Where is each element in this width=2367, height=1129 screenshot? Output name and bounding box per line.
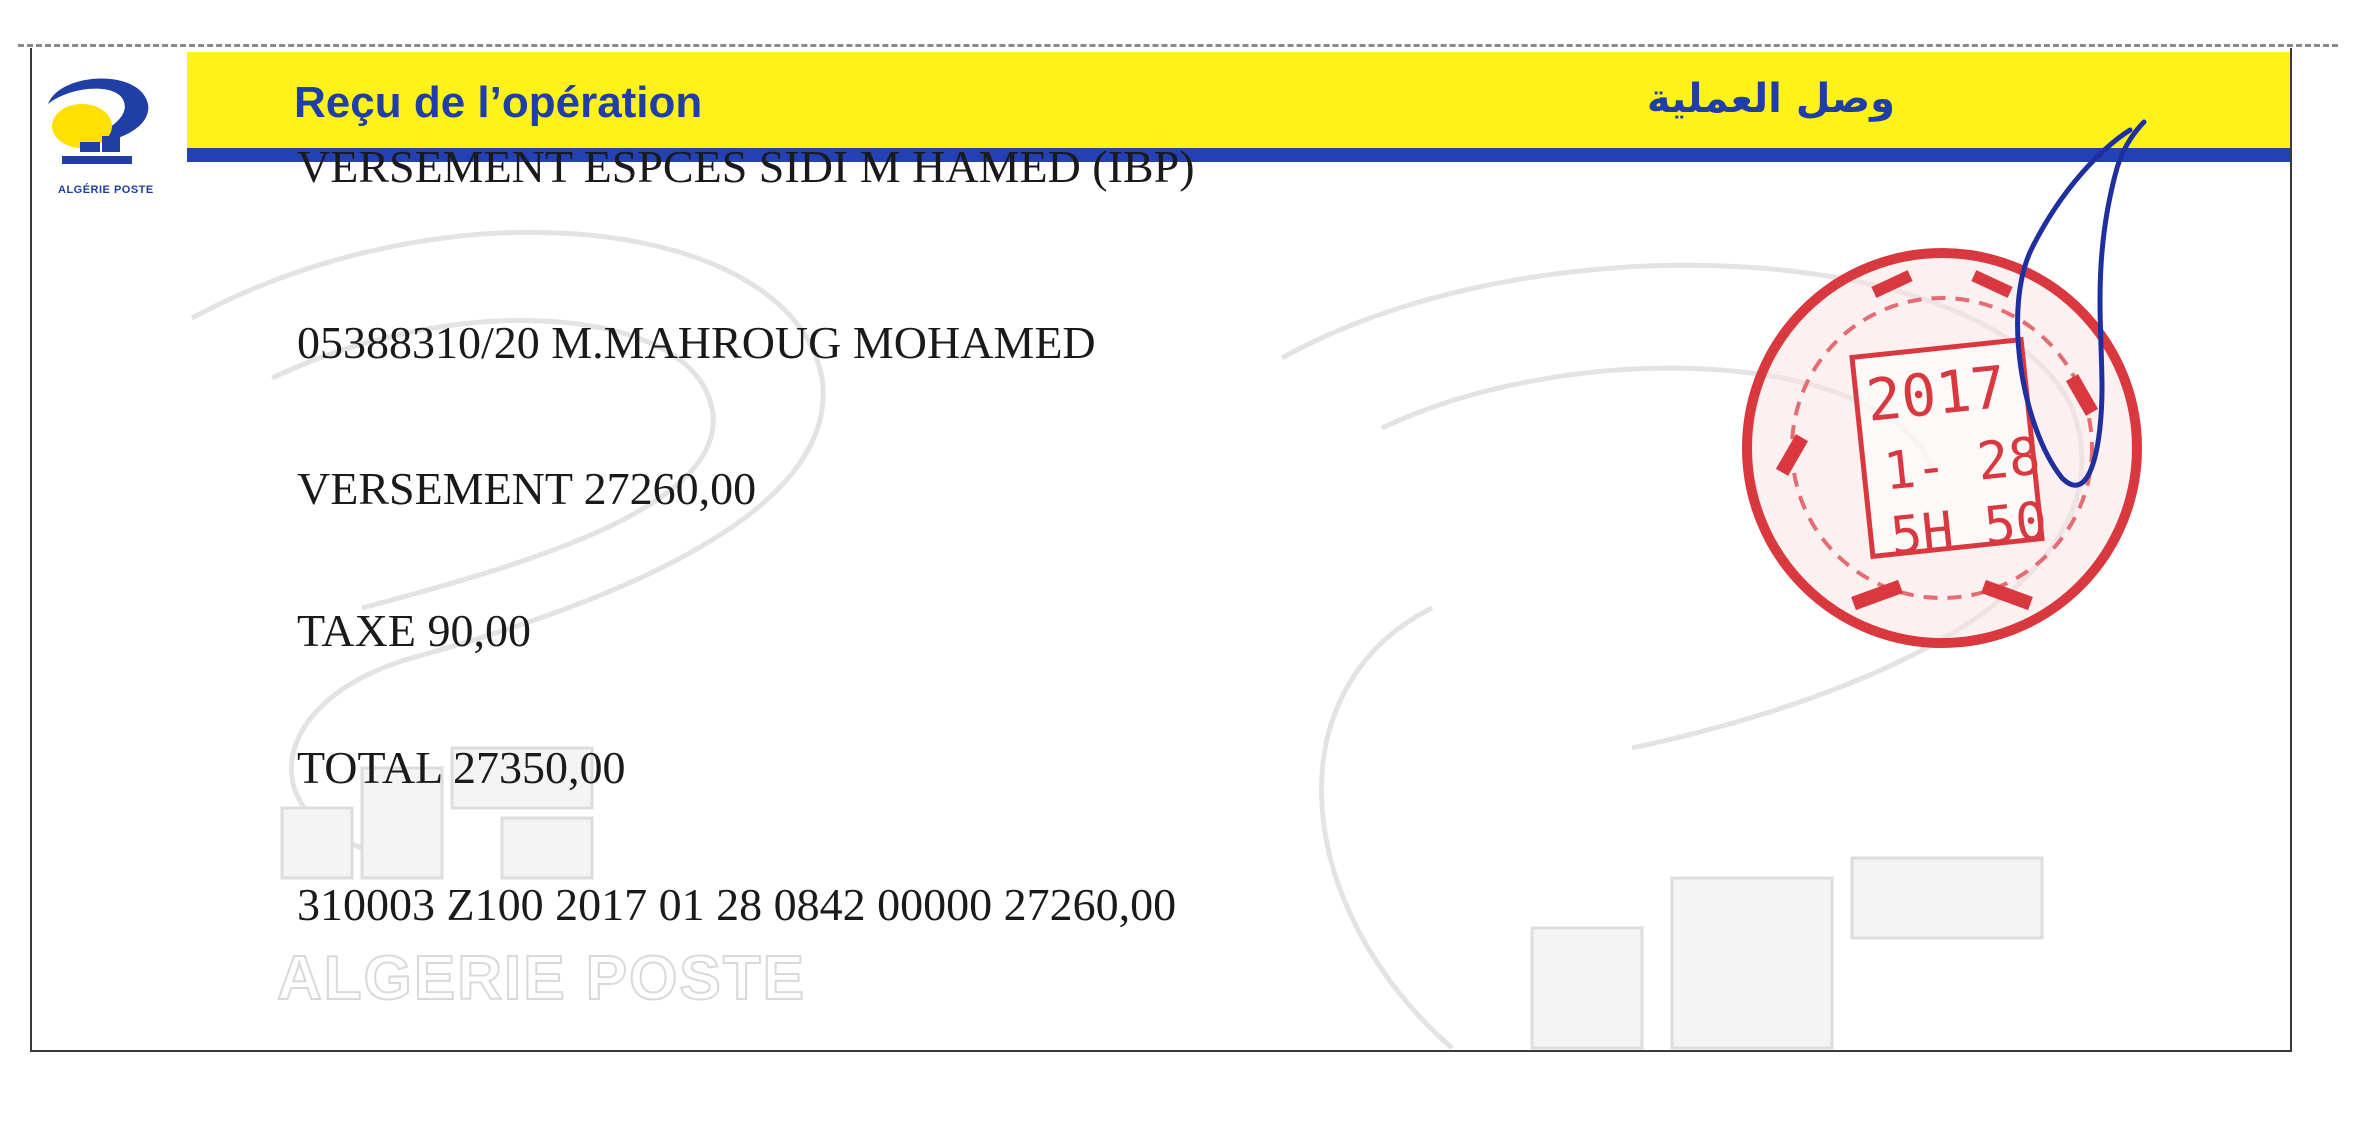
reference-line: 310003 Z100 2017 01 28 0842 00000 27260,00 bbox=[297, 879, 1177, 930]
watermark-text: ALGERIE POSTE bbox=[277, 944, 806, 1013]
taxe-line: TAXE 90,00 bbox=[297, 605, 531, 656]
logo bbox=[32, 48, 187, 208]
receipt bbox=[30, 48, 2292, 1052]
account-line: 05388310/20 M.MAHROUG MOHAMED bbox=[297, 317, 1096, 368]
handwritten-signature bbox=[1952, 108, 2152, 498]
title-arabic: وصل العملية bbox=[1646, 76, 1895, 122]
title-french: Reçu de l’opération bbox=[294, 78, 703, 127]
algerie-poste-logo-icon bbox=[40, 64, 160, 184]
operation-text: VERSEMENT ESPCES SIDI M HAMED (IBP) bbox=[297, 146, 1195, 192]
versement-line: VERSEMENT 27260,00 bbox=[297, 463, 757, 514]
logo-caption: ALGÉRIE POSTE bbox=[58, 184, 154, 196]
stamp-year: 2017 bbox=[1863, 352, 2010, 435]
operation-line bbox=[297, 146, 1195, 198]
svg-text:5H 50: 5H 50 bbox=[1887, 491, 2050, 568]
total-line: TOTAL 27350,00 bbox=[297, 742, 626, 793]
svg-text:1- 28: 1- 28 bbox=[1881, 426, 2044, 503]
